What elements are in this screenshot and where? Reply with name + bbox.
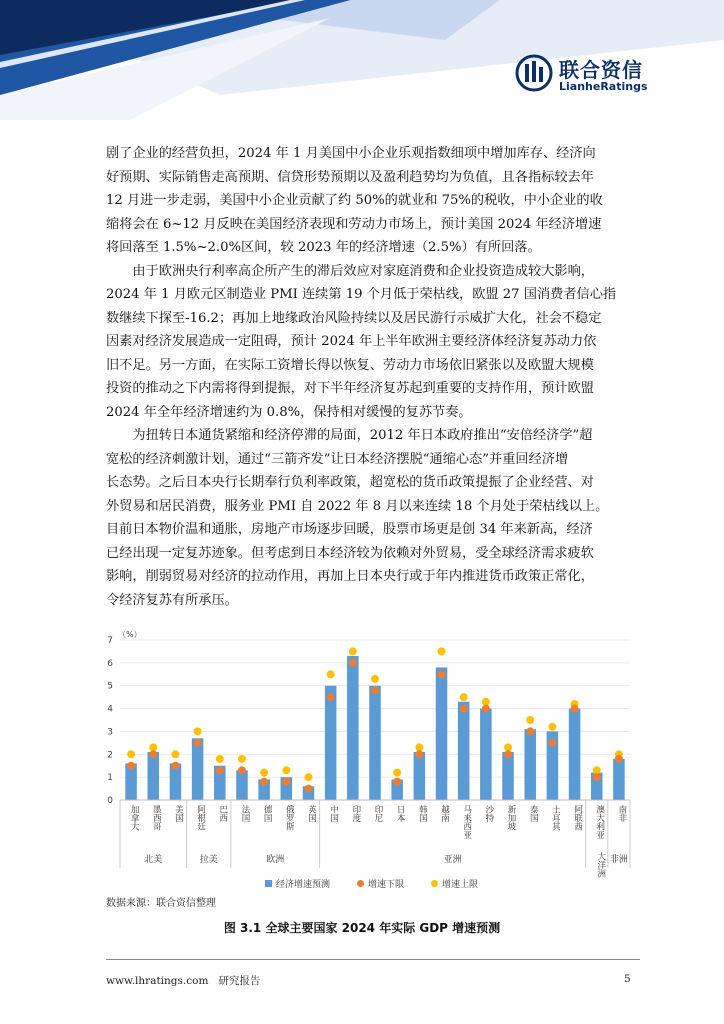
upper-bound-dot	[149, 743, 157, 751]
legend-swatch	[357, 880, 364, 887]
y-tick-label: 7	[107, 636, 113, 646]
bar	[436, 667, 448, 800]
paragraph-line: 影响，削弱贸易对经济的拉动作用，再加上日本央行或于年内推进货币政策正常化，	[106, 569, 594, 584]
upper-bound-dot	[504, 743, 512, 751]
category-label: 俄罗斯	[284, 805, 295, 831]
bar	[524, 729, 536, 800]
bar	[192, 738, 204, 800]
paragraph-line: 旧不足。另一方面，在实际工资增长得以恢复、劳动力市场依旧紧张以及欧盟大规模	[106, 357, 594, 373]
category-label: 加拿大	[129, 805, 140, 831]
bar	[502, 752, 514, 800]
bar	[613, 759, 625, 800]
upper-bound-dot	[304, 773, 312, 781]
lower-bound-dot	[460, 705, 468, 713]
category-label: 沙特	[483, 805, 494, 822]
paragraph-line: 剧了企业的经营负担，2024 年 1 月美国中小企业乐观指数细项中增加库存、经济向	[106, 146, 596, 161]
page-number: 5	[624, 973, 631, 985]
legend-swatch	[265, 880, 272, 887]
category-label: 阿根廷	[195, 805, 206, 831]
logo-english-name: LianheRatings	[559, 80, 648, 93]
footer-report-type: 研究报告	[218, 975, 261, 987]
category-label: 印尼	[373, 805, 383, 822]
paragraph-line: 外贸易和居民消费，服务业 PMI 自 2022 年 8 月以来连续 18 个月处于荣枯线以上。	[106, 498, 609, 514]
paragraph-line: 2024 年全年经济增速约为 0.8%，保持相对缓慢的复苏节奏。	[106, 404, 472, 420]
region-label: 欧洲	[266, 855, 285, 865]
company-logo	[515, 54, 715, 98]
lower-bound-dot	[216, 766, 224, 774]
lower-bound-dot	[371, 686, 379, 694]
region-label: 大洋洲	[595, 852, 606, 878]
category-label: 泰国	[528, 805, 539, 822]
lower-bound-dot	[615, 755, 623, 763]
lower-bound-dot	[593, 773, 601, 781]
category-label: 新加坡	[506, 805, 517, 831]
paragraph-line: 宽松的经济刺激计划，通过“三箭齐发”让日本经济摆脱“通缩心态”并重回经济增	[106, 451, 569, 467]
category-label: 美国	[173, 805, 184, 822]
y-axis-unit-label: （%）	[118, 630, 142, 639]
y-tick-label: 4	[107, 704, 113, 715]
lower-bound-dot	[504, 750, 512, 758]
category-label: 韩国	[417, 805, 428, 822]
paragraph-line: 将回落至 1.5%~2.0%区间，较 2023 年的经济增速（2.5%）有所回落。	[106, 240, 541, 255]
paragraph-line: 目前日本物价温和通胀，房地产市场逐步回暖，股票市场更是创 34 年来新高，经济	[106, 522, 593, 537]
lower-bound-dot	[238, 766, 246, 774]
paragraph-line: 由于欧洲央行利率高企所产生的滞后效应对家庭消费和企业投资造成较大影响，	[132, 263, 594, 279]
paragraph-line: 投资的推动之下内需将得到提振，对下半年经济复苏起到重要的支持作用，预计欧盟	[106, 381, 594, 396]
upper-bound-dot	[548, 723, 556, 731]
footer-website-link[interactable]: www.lhratings.com	[106, 975, 209, 987]
upper-bound-dot	[327, 670, 335, 678]
bar	[325, 686, 337, 800]
y-tick-label: 3	[107, 727, 113, 738]
upper-bound-dot	[460, 693, 468, 701]
category-label: 中国	[328, 805, 339, 822]
lower-bound-dot	[526, 727, 534, 735]
upper-bound-dot	[371, 675, 379, 683]
paragraph-line: 2024 年 1 月欧元区制造业 PMI 连续第 19 个月低于荣枯线，欧盟 27 国消费者信心指	[106, 287, 617, 302]
lower-bound-dot	[415, 750, 423, 758]
bar	[236, 770, 248, 800]
upper-bound-dot	[216, 755, 224, 763]
upper-bound-dot	[238, 755, 246, 763]
lower-bound-dot	[571, 705, 579, 713]
y-tick-label: 5	[107, 681, 113, 692]
upper-bound-dot	[127, 750, 135, 758]
category-label: 巴西	[217, 805, 228, 822]
region-label: 亚洲	[443, 855, 462, 865]
footer-left	[106, 973, 260, 988]
gdp-forecast-chart	[100, 628, 640, 898]
bar	[369, 686, 381, 800]
paragraph-line: 令经济复苏有所承压。	[106, 592, 238, 608]
lower-bound-dot	[194, 739, 202, 747]
upper-bound-dot	[282, 766, 290, 774]
lower-bound-dot	[149, 750, 157, 758]
category-label: 墨西哥	[151, 805, 162, 831]
category-label: 马来西亚	[461, 805, 472, 839]
legend-swatch	[431, 880, 438, 887]
y-tick-label: 6	[107, 658, 113, 669]
category-label: 澳大利亚	[594, 805, 605, 839]
bar	[147, 752, 159, 800]
region-label: 非洲	[609, 855, 628, 865]
lower-bound-dot	[282, 778, 290, 786]
upper-bound-dot	[415, 743, 423, 751]
category-label: 土耳其	[550, 805, 561, 831]
figure-caption: 图 3.1 全球主要国家 2024 年实际 GDP 增速预测	[223, 921, 501, 935]
lower-bound-dot	[438, 670, 446, 678]
lower-bound-dot	[548, 739, 556, 747]
region-label: 拉美	[199, 855, 218, 865]
footer-divider	[106, 959, 640, 960]
paragraph-line: 12 月进一步走弱，美国中小企业贡献了约 50%的就业和 75%的税收，中小企业的收	[106, 193, 603, 208]
y-tick-label: 2	[107, 750, 113, 761]
category-label: 英国	[306, 805, 317, 822]
logo-chinese-name: 联合资信	[559, 58, 643, 82]
upper-bound-dot	[593, 766, 601, 774]
lower-bound-dot	[171, 762, 179, 770]
legend-label: 增速下限	[368, 880, 405, 890]
bar	[458, 702, 470, 800]
category-label: 印度	[350, 805, 361, 822]
paragraph-line: 为扭转日本通货紧缩和经济停滞的局面，2012 年日本政府推出“安倍经济学”超	[132, 428, 593, 443]
upper-bound-dot	[349, 647, 357, 655]
category-label: 阿联酋	[572, 805, 583, 831]
article-body	[106, 142, 640, 612]
lower-bound-dot	[327, 693, 335, 701]
bar	[347, 656, 359, 800]
paragraph-line: 好预期、实际销售走高预期、信贷形势预期以及盈利趋势均为负值，且各指标较去年	[106, 169, 594, 185]
category-label: 越南	[439, 805, 450, 822]
upper-bound-dot	[194, 727, 202, 735]
lower-bound-dot	[260, 778, 268, 786]
paragraph-line: 因素对经济发展造成一定阻碍，预计 2024 年上半年欧洲主要经济体经济复苏动力依	[106, 334, 597, 349]
bar	[480, 709, 492, 800]
category-label: 德国	[262, 805, 273, 822]
upper-bound-dot	[171, 750, 179, 758]
lower-bound-dot	[393, 778, 401, 786]
lower-bound-dot	[304, 785, 312, 793]
lower-bound-dot	[482, 705, 490, 713]
region-label: 北美	[144, 855, 163, 865]
upper-bound-dot	[393, 769, 401, 777]
bar	[569, 709, 581, 800]
legend-label: 增速上限	[442, 880, 479, 890]
paragraph-line: 已经出现一定复苏迹象。但考虑到日本经济较为依赖对外贸易，受全球经济需求疲软	[106, 545, 594, 561]
paragraph-line: 缩将会在 6~12 月反映在美国经济表现和劳动力市场上，预计美国 2024 年经济增速	[106, 216, 602, 232]
y-tick-label: 0	[107, 796, 113, 806]
lower-bound-dot	[127, 762, 135, 770]
upper-bound-dot	[482, 698, 490, 706]
legend-label: 经济增速预测	[276, 880, 331, 890]
bar	[414, 752, 426, 800]
category-label: 法国	[239, 805, 250, 822]
upper-bound-dot	[438, 647, 446, 655]
category-label: 日本	[395, 805, 406, 822]
category-label: 南非	[616, 805, 627, 822]
data-source-note: 数据来源：联合资信整理	[106, 898, 216, 909]
upper-bound-dot	[526, 716, 534, 724]
lianhe-logo-icon	[515, 54, 553, 92]
lower-bound-dot	[349, 659, 357, 667]
y-tick-label: 1	[107, 773, 113, 784]
paragraph-line: 数继续下探至-16.2；再加上地缘政治风险持续以及居民游行示威扩大化，社会不稳定	[106, 310, 602, 326]
upper-bound-dot	[260, 769, 268, 777]
paragraph-line: 长态势。之后日本央行长期奉行负利率政策，超宽松的货币政策提振了企业经营、对	[106, 475, 594, 490]
